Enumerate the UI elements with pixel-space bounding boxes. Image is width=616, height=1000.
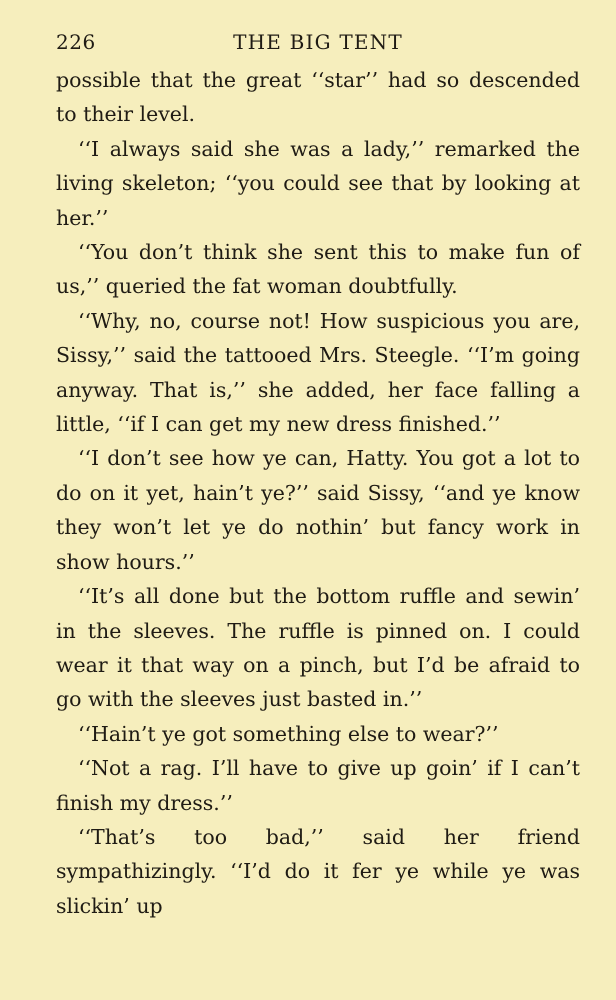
running-title: THE BIG TENT — [233, 30, 403, 54]
paragraph: ‘‘Not a rag. I’ll have to give up goin’ if I can’t finish my dress.’’ — [56, 756, 580, 815]
paragraph: ‘‘I don’t see how ye can, Hatty. You got a lot to do on it yet, hain’t ye?’’ said Sissy, ‘‘and ye know they won’t let ye do nothin’ but fancy work in show hours.’’ — [56, 446, 580, 574]
paragraph: ‘‘You don’t think she sent this to make fun of us,’’ queried the fat woman doubtfully. — [56, 240, 580, 299]
paragraph: ‘‘Why, no, course not! How suspicious you are, Sissy,’’ said the tattooed Mrs. Steegle. ‘‘I’m going anyway. That is,’’ she added, her face falling a little, ‘‘if I can get my new dress finished.’’ — [56, 308, 580, 437]
paragraph: ‘‘That’s too bad,’’ said her friend sympathizingly. ‘‘I’d do it fer ye while ye was slickin’ up — [56, 824, 580, 918]
paragraph: ‘‘I always said she was a lady,’’ remarked the living skeleton; ‘‘you could see that by looking at her.’’ — [56, 136, 580, 230]
running-head — [56, 30, 580, 60]
body-text — [56, 63, 580, 923]
paragraph-continuation: possible that the great ‘‘star’’ had so descended to their level. — [56, 68, 580, 127]
paragraph: ‘‘Hain’t ye got something else to wear?’’ — [78, 721, 499, 746]
paragraph: ‘‘It’s all done but the bottom ruffle and sewin’ in the sleeves. The ruffle is pinned on. I could wear it that way on a pinch, but I’d be afraid to go with the sleeves just basted in.’’ — [56, 584, 580, 712]
page-number: 226 — [56, 30, 96, 54]
